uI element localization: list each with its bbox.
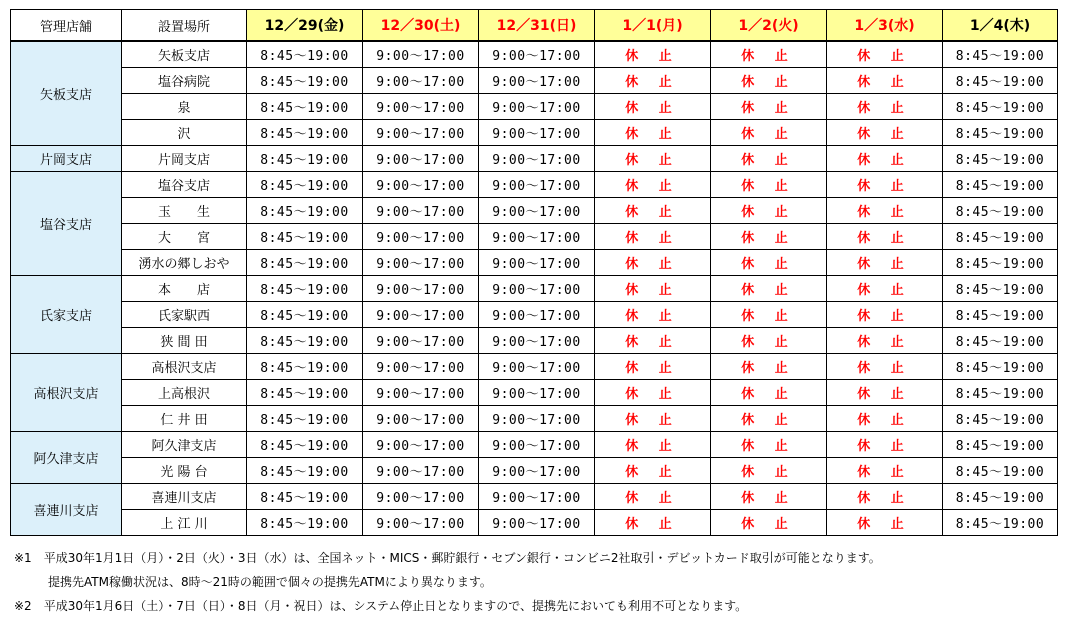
location-cell: 本 店 <box>122 276 247 302</box>
hours-cell: 9:00～17:00 <box>363 120 479 146</box>
hours-cell: 9:00～17:00 <box>479 94 595 120</box>
hours-cell: 9:00～17:00 <box>479 380 595 406</box>
location-cell: 阿久津支店 <box>122 432 247 458</box>
hours-cell: 8:45～19:00 <box>943 354 1058 380</box>
closed-cell: 休 止 <box>595 68 711 94</box>
manager-branch-cell: 高根沢支店 <box>11 354 122 432</box>
hours-cell: 9:00～17:00 <box>479 250 595 276</box>
hours-cell: 9:00～17:00 <box>363 432 479 458</box>
location-cell: 光 陽 台 <box>122 458 247 484</box>
hours-cell: 8:45～19:00 <box>943 120 1058 146</box>
hours-cell: 9:00～17:00 <box>363 354 479 380</box>
column-header-date: 1／1(月) <box>595 10 711 42</box>
closed-cell: 休 止 <box>595 250 711 276</box>
hours-cell: 9:00～17:00 <box>363 198 479 224</box>
closed-cell: 休 止 <box>711 406 827 432</box>
hours-cell: 9:00～17:00 <box>363 68 479 94</box>
closed-cell: 休 止 <box>711 484 827 510</box>
closed-cell: 休 止 <box>827 354 943 380</box>
hours-cell: 8:45～19:00 <box>943 198 1058 224</box>
manager-branch-cell: 喜連川支店 <box>11 484 122 536</box>
closed-cell: 休 止 <box>595 484 711 510</box>
hours-cell: 9:00～17:00 <box>479 41 595 68</box>
location-cell: 高根沢支店 <box>122 354 247 380</box>
hours-cell: 9:00～17:00 <box>479 458 595 484</box>
closed-cell: 休 止 <box>827 146 943 172</box>
closed-cell: 休 止 <box>827 406 943 432</box>
closed-cell: 休 止 <box>827 276 943 302</box>
location-cell: 氏家駅西 <box>122 302 247 328</box>
location-cell: 喜連川支店 <box>122 484 247 510</box>
closed-cell: 休 止 <box>711 41 827 68</box>
hours-cell: 8:45～19:00 <box>247 328 363 354</box>
column-header-manager: 管理店舗 <box>11 10 122 42</box>
footnote-2: ※2 平成30年1月6日（土）・7日（日）・8日（月・祝日）は、システム停止日となりますので、提携先においても利用不可となります。 <box>14 599 748 613</box>
hours-cell: 8:45～19:00 <box>247 354 363 380</box>
footnote-1: ※1 平成30年1月1日（月）・2日（火）・3日（水）は、全国ネット・MICS・郵貯銀行・セブン銀行・コンビニ2社取引・デビットカード取引が可能となります。 <box>14 551 881 565</box>
table-row <box>11 120 1058 146</box>
hours-cell: 8:45～19:00 <box>247 224 363 250</box>
closed-cell: 休 止 <box>711 120 827 146</box>
hours-cell: 8:45～19:00 <box>247 380 363 406</box>
table-row <box>11 250 1058 276</box>
hours-cell: 9:00～17:00 <box>479 172 595 198</box>
closed-cell: 休 止 <box>711 250 827 276</box>
hours-cell: 8:45～19:00 <box>943 302 1058 328</box>
table-row <box>11 276 1058 302</box>
closed-cell: 休 止 <box>595 510 711 536</box>
hours-cell: 9:00～17:00 <box>363 276 479 302</box>
hours-cell: 8:45～19:00 <box>943 146 1058 172</box>
column-header-date: 12／30(土) <box>363 10 479 42</box>
hours-cell: 8:45～19:00 <box>943 406 1058 432</box>
closed-cell: 休 止 <box>827 120 943 146</box>
column-header-date: 12／29(金) <box>247 10 363 42</box>
hours-cell: 8:45～19:00 <box>247 41 363 68</box>
hours-cell: 9:00～17:00 <box>479 146 595 172</box>
schedule-body <box>11 41 1058 536</box>
closed-cell: 休 止 <box>827 484 943 510</box>
closed-cell: 休 止 <box>827 328 943 354</box>
hours-cell: 8:45～19:00 <box>247 458 363 484</box>
hours-cell: 8:45～19:00 <box>247 484 363 510</box>
closed-cell: 休 止 <box>827 68 943 94</box>
hours-cell: 8:45～19:00 <box>943 328 1058 354</box>
hours-cell: 9:00～17:00 <box>363 510 479 536</box>
hours-cell: 9:00～17:00 <box>363 328 479 354</box>
hours-cell: 9:00～17:00 <box>479 68 595 94</box>
closed-cell: 休 止 <box>827 224 943 250</box>
hours-cell: 8:45～19:00 <box>943 458 1058 484</box>
location-cell: 矢板支店 <box>122 41 247 68</box>
column-header-date: 1／4(木) <box>943 10 1058 42</box>
hours-cell: 8:45～19:00 <box>247 94 363 120</box>
hours-cell: 8:45～19:00 <box>943 68 1058 94</box>
closed-cell: 休 止 <box>827 432 943 458</box>
hours-cell: 8:45～19:00 <box>943 224 1058 250</box>
table-row <box>11 380 1058 406</box>
hours-cell: 8:45～19:00 <box>247 432 363 458</box>
table-row <box>11 94 1058 120</box>
closed-cell: 休 止 <box>595 380 711 406</box>
closed-cell: 休 止 <box>827 94 943 120</box>
hours-cell: 9:00～17:00 <box>363 484 479 510</box>
table-row <box>11 328 1058 354</box>
manager-branch-cell: 塩谷支店 <box>11 172 122 276</box>
hours-cell: 9:00～17:00 <box>363 172 479 198</box>
hours-cell: 9:00～17:00 <box>479 224 595 250</box>
closed-cell: 休 止 <box>827 302 943 328</box>
table-row <box>11 302 1058 328</box>
hours-cell: 9:00～17:00 <box>363 146 479 172</box>
hours-cell: 8:45～19:00 <box>943 41 1058 68</box>
closed-cell: 休 止 <box>711 198 827 224</box>
table-row <box>11 510 1058 536</box>
hours-cell: 8:45～19:00 <box>943 276 1058 302</box>
location-cell: 上 江 川 <box>122 510 247 536</box>
closed-cell: 休 止 <box>595 276 711 302</box>
hours-cell: 9:00～17:00 <box>479 484 595 510</box>
closed-cell: 休 止 <box>595 458 711 484</box>
location-cell: 大 宮 <box>122 224 247 250</box>
column-header-date: 12／31(日) <box>479 10 595 42</box>
location-cell: 泉 <box>122 94 247 120</box>
hours-cell: 9:00～17:00 <box>363 406 479 432</box>
closed-cell: 休 止 <box>711 224 827 250</box>
location-cell: 沢 <box>122 120 247 146</box>
table-row <box>11 432 1058 458</box>
hours-cell: 9:00～17:00 <box>479 302 595 328</box>
closed-cell: 休 止 <box>711 302 827 328</box>
manager-branch-cell: 片岡支店 <box>11 146 122 172</box>
closed-cell: 休 止 <box>827 458 943 484</box>
location-cell: 塩谷病院 <box>122 68 247 94</box>
footnote-1-continued: 提携先ATM稼働状況は、8時～21時の範囲で個々の提携先ATMにより異なります。 <box>48 575 492 589</box>
hours-cell: 8:45～19:00 <box>247 276 363 302</box>
location-cell: 仁 井 田 <box>122 406 247 432</box>
hours-cell: 8:45～19:00 <box>247 120 363 146</box>
table-row <box>11 68 1058 94</box>
hours-cell: 8:45～19:00 <box>247 510 363 536</box>
hours-cell: 9:00～17:00 <box>363 41 479 68</box>
hours-cell: 8:45～19:00 <box>247 146 363 172</box>
hours-cell: 9:00～17:00 <box>363 302 479 328</box>
hours-cell: 8:45～19:00 <box>943 380 1058 406</box>
hours-cell: 8:45～19:00 <box>943 250 1058 276</box>
location-cell: 塩谷支店 <box>122 172 247 198</box>
closed-cell: 休 止 <box>827 250 943 276</box>
closed-cell: 休 止 <box>827 172 943 198</box>
closed-cell: 休 止 <box>595 41 711 68</box>
closed-cell: 休 止 <box>595 354 711 380</box>
closed-cell: 休 止 <box>711 94 827 120</box>
manager-branch-cell: 氏家支店 <box>11 276 122 354</box>
manager-branch-cell: 阿久津支店 <box>11 432 122 484</box>
hours-cell: 9:00～17:00 <box>479 328 595 354</box>
location-cell: 玉 生 <box>122 198 247 224</box>
location-cell: 狭 間 田 <box>122 328 247 354</box>
location-cell: 湧水の郷しおや <box>122 250 247 276</box>
location-cell: 上高根沢 <box>122 380 247 406</box>
table-row <box>11 41 1058 68</box>
closed-cell: 休 止 <box>595 328 711 354</box>
atm-schedule-table <box>10 9 1058 536</box>
closed-cell: 休 止 <box>595 198 711 224</box>
closed-cell: 休 止 <box>711 510 827 536</box>
closed-cell: 休 止 <box>711 354 827 380</box>
closed-cell: 休 止 <box>827 41 943 68</box>
hours-cell: 9:00～17:00 <box>363 224 479 250</box>
hours-cell: 9:00～17:00 <box>479 432 595 458</box>
closed-cell: 休 止 <box>711 432 827 458</box>
location-cell: 片岡支店 <box>122 146 247 172</box>
table-row <box>11 146 1058 172</box>
hours-cell: 9:00～17:00 <box>363 380 479 406</box>
manager-branch-cell: 矢板支店 <box>11 41 122 146</box>
hours-cell: 8:45～19:00 <box>247 250 363 276</box>
hours-cell: 8:45～19:00 <box>247 198 363 224</box>
closed-cell: 休 止 <box>711 172 827 198</box>
closed-cell: 休 止 <box>595 146 711 172</box>
hours-cell: 8:45～19:00 <box>943 432 1058 458</box>
column-header-date: 1／2(火) <box>711 10 827 42</box>
hours-cell: 8:45～19:00 <box>247 406 363 432</box>
hours-cell: 8:45～19:00 <box>247 68 363 94</box>
hours-cell: 8:45～19:00 <box>943 94 1058 120</box>
closed-cell: 休 止 <box>711 68 827 94</box>
column-header-location: 設置場所 <box>122 10 247 42</box>
hours-cell: 9:00～17:00 <box>479 354 595 380</box>
table-row <box>11 406 1058 432</box>
hours-cell: 8:45～19:00 <box>943 510 1058 536</box>
hours-cell: 8:45～19:00 <box>943 172 1058 198</box>
hours-cell: 8:45～19:00 <box>247 172 363 198</box>
hours-cell: 9:00～17:00 <box>363 458 479 484</box>
closed-cell: 休 止 <box>595 302 711 328</box>
table-row <box>11 484 1058 510</box>
hours-cell: 9:00～17:00 <box>479 198 595 224</box>
table-row <box>11 458 1058 484</box>
hours-cell: 9:00～17:00 <box>479 406 595 432</box>
closed-cell: 休 止 <box>595 172 711 198</box>
closed-cell: 休 止 <box>595 120 711 146</box>
hours-cell: 9:00～17:00 <box>479 276 595 302</box>
header-row <box>11 10 1058 42</box>
table-row <box>11 224 1058 250</box>
closed-cell: 休 止 <box>595 432 711 458</box>
closed-cell: 休 止 <box>595 224 711 250</box>
table-row <box>11 172 1058 198</box>
closed-cell: 休 止 <box>595 94 711 120</box>
closed-cell: 休 止 <box>827 198 943 224</box>
closed-cell: 休 止 <box>711 146 827 172</box>
hours-cell: 9:00～17:00 <box>479 120 595 146</box>
closed-cell: 休 止 <box>711 458 827 484</box>
hours-cell: 8:45～19:00 <box>247 302 363 328</box>
hours-cell: 9:00～17:00 <box>363 94 479 120</box>
column-header-date: 1／3(水) <box>827 10 943 42</box>
closed-cell: 休 止 <box>827 510 943 536</box>
closed-cell: 休 止 <box>711 380 827 406</box>
closed-cell: 休 止 <box>827 380 943 406</box>
closed-cell: 休 止 <box>711 276 827 302</box>
table-row <box>11 198 1058 224</box>
table-row <box>11 354 1058 380</box>
hours-cell: 9:00～17:00 <box>363 250 479 276</box>
hours-cell: 8:45～19:00 <box>943 484 1058 510</box>
closed-cell: 休 止 <box>595 406 711 432</box>
closed-cell: 休 止 <box>711 328 827 354</box>
hours-cell: 9:00～17:00 <box>479 510 595 536</box>
